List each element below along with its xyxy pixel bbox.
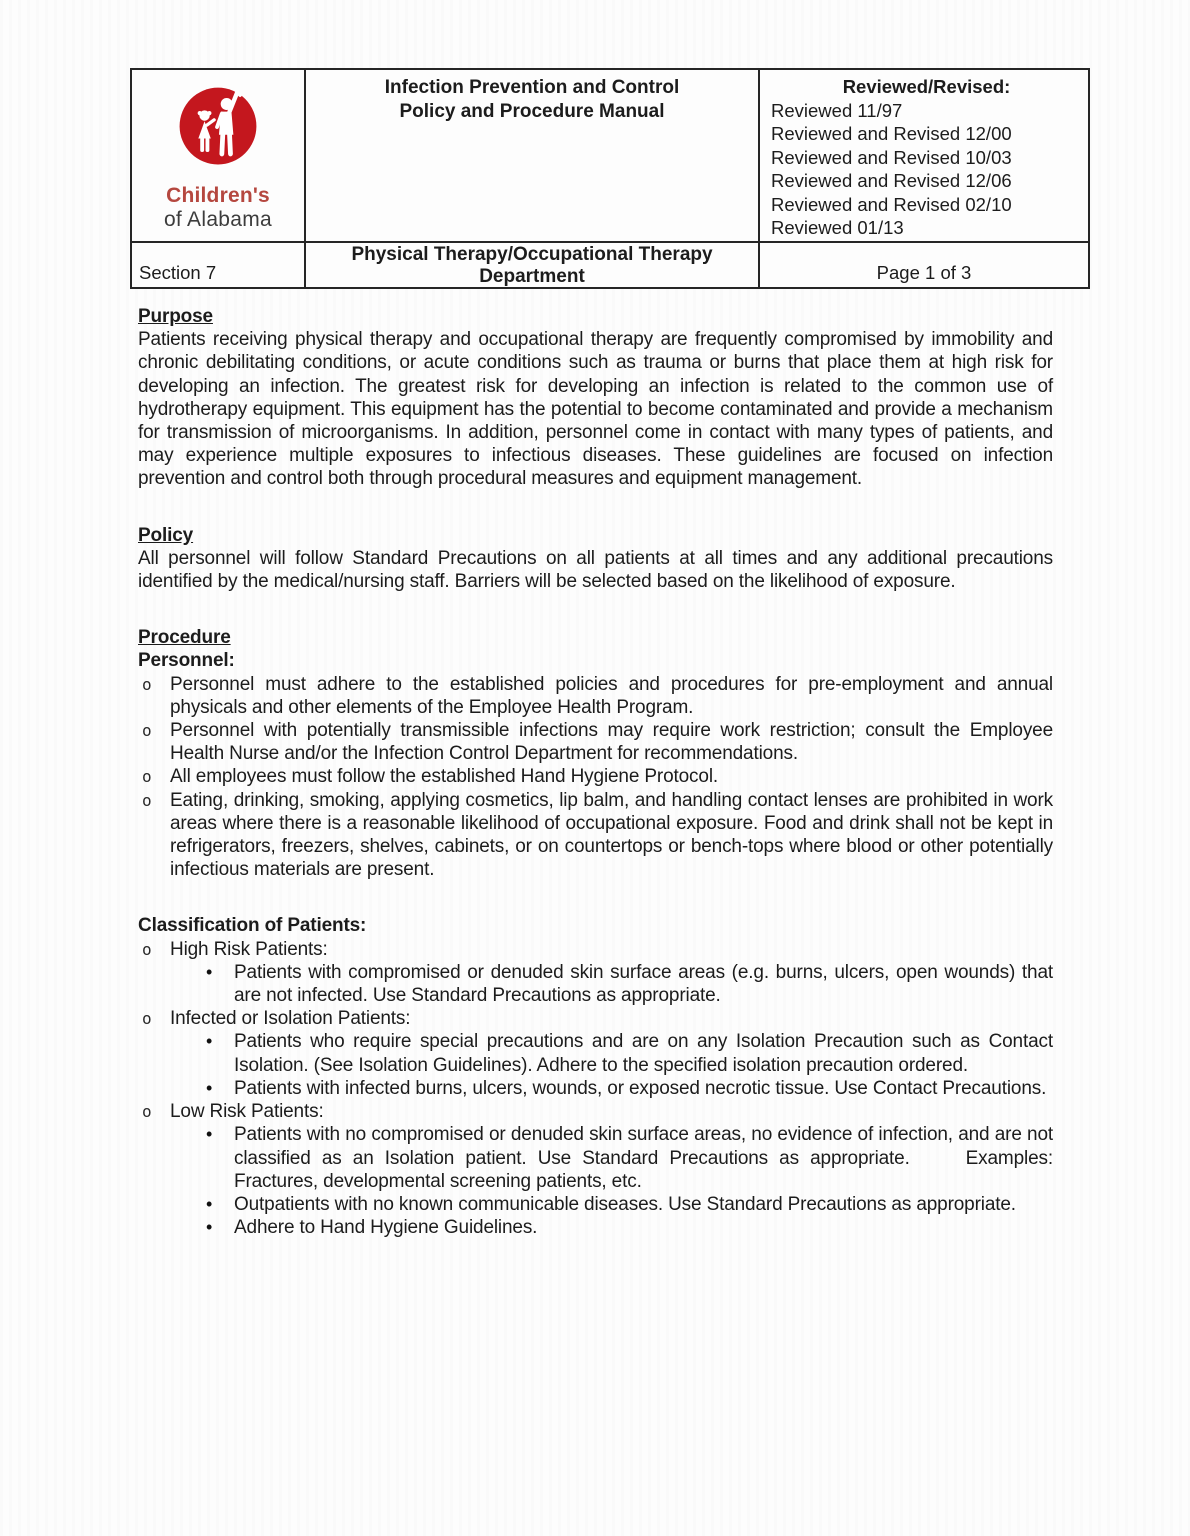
procedure-list-item bbox=[138, 789, 1053, 882]
revision-entry: Reviewed 01/13 bbox=[771, 217, 904, 238]
revision-entry: Reviewed 11/97 bbox=[771, 99, 903, 121]
policy-paragraph: All personnel will follow Standard Precautions on all patients at all times and any additional precautions identified by the medical/nursing staff. Barriers will be selected based on the likelihood of exposure. bbox=[138, 547, 1053, 593]
classification-list-item bbox=[138, 1216, 1053, 1239]
list-item-text: Patients with infected burns, ulcers, wounds, or exposed necrotic tissue. Use Contact Precautions. bbox=[234, 1077, 1047, 1099]
classification-list-item bbox=[138, 961, 1053, 1007]
disc-bullet-marker: • bbox=[206, 1077, 213, 1098]
procedure-list-item bbox=[138, 765, 1053, 788]
classification-list-item bbox=[138, 1123, 1053, 1193]
classification-group-label bbox=[138, 938, 1053, 961]
purpose-heading: Purpose bbox=[138, 306, 213, 327]
procedure-heading: Procedure bbox=[138, 627, 231, 649]
disc-bullet-marker: • bbox=[206, 1031, 213, 1052]
list-item-text: Personnel with potentially transmissible infections may require work restriction; consult the Employee Health Nurse and/or the Infection Control Department for recommendations. bbox=[170, 720, 1053, 765]
procedure-list-item bbox=[138, 719, 1053, 765]
circle-bullet-marker: o bbox=[142, 767, 152, 787]
group-label-text: Low Risk Patients: bbox=[170, 1101, 324, 1123]
classification-list-item bbox=[138, 1030, 1053, 1076]
classification-heading: Classification of Patients: bbox=[138, 915, 367, 937]
classification-list-item bbox=[138, 1193, 1053, 1216]
revision-entry: Reviewed and Revised 12/06 bbox=[771, 170, 1012, 191]
group-label-text: Infected or Isolation Patients: bbox=[170, 1008, 411, 1030]
circle-bullet-marker: o bbox=[142, 939, 152, 959]
list-item-text: Patients with no compromised or denuded skin surface areas, no evidence of infection, and are not classified as an Isolation patient. Use Standard Precautions as appropriate. Examples: Fractures, developmental screening patients, etc. bbox=[234, 1124, 1053, 1192]
revision-entry: Reviewed and Revised 02/10 bbox=[771, 193, 1012, 215]
circle-bullet-marker: o bbox=[142, 721, 152, 741]
page-number bbox=[758, 241, 1088, 287]
procedure-list-item bbox=[138, 673, 1053, 719]
department-title-line1: Physical Therapy/Occupational Therapy bbox=[351, 244, 713, 265]
list-item-text: Patients with compromised or denuded skin surface areas (e.g. burns, ulcers, open wounds) that are not infected. Use Standard Precautions as appropriate. bbox=[234, 961, 1053, 1007]
list-item-text: Outpatients with no known communicable diseases. Use Standard Precautions as appropriate. bbox=[234, 1193, 1016, 1215]
personnel-subheading: Personnel: bbox=[138, 650, 235, 672]
brand-subname: of Alabama bbox=[163, 208, 273, 231]
manual-title bbox=[304, 70, 758, 241]
purpose-paragraph: Patients receiving physical therapy and occupational therapy are frequently compromised by immobility and chronic debilitating conditions, or acute conditions such as trauma or burns that place them at high risk for developing an infection. The greatest risk for developing an infection is related to the common use of hydrotherapy equipment. This equipment has the potential to become contaminated and provide a mechanism for transmission of microorganisms. In addition, personnel come in contact with many types of patients, and may experience multiple exposures to infectious diseases. These guidelines are focused on infection prevention and control both through procedural measures and equipment management. bbox=[138, 329, 1053, 490]
disc-bullet-marker: • bbox=[206, 1217, 213, 1238]
brand-name: Children's bbox=[166, 184, 270, 207]
group-label-text: High Risk Patients: bbox=[170, 938, 328, 960]
revision-entry: Reviewed and Revised 10/03 bbox=[771, 146, 1012, 168]
policy-heading: Policy bbox=[138, 524, 194, 546]
children-silhouettes-icon bbox=[170, 80, 266, 176]
disc-bullet-marker: • bbox=[206, 1193, 213, 1214]
section-label bbox=[132, 241, 304, 287]
department-title bbox=[304, 241, 758, 287]
revision-entry: Reviewed and Revised 12/00 bbox=[771, 123, 1012, 144]
classification-list-item bbox=[138, 1077, 1053, 1100]
manual-title-line1: Infection Prevention and Control bbox=[384, 77, 680, 98]
page-number-text: Page 1 of 3 bbox=[876, 262, 972, 283]
list-item-text: Adhere to Hand Hygiene Guidelines. bbox=[234, 1217, 538, 1239]
circle-bullet-marker: o bbox=[142, 790, 152, 810]
department-title-line2: Department bbox=[479, 266, 585, 287]
classification-group-label bbox=[138, 1007, 1053, 1030]
revision-history bbox=[758, 70, 1088, 241]
section-label-text: Section 7 bbox=[139, 262, 217, 283]
circle-bullet-marker: o bbox=[142, 674, 152, 694]
classification-group-label bbox=[138, 1100, 1053, 1123]
hospital-logo bbox=[132, 70, 304, 241]
header-table bbox=[130, 68, 1090, 289]
revisions-header: Reviewed/Revised: bbox=[842, 76, 1011, 97]
list-item-text: Personnel must adhere to the established policies and procedures for pre-employment and annual physicals and other elements of the Employee Health Program. bbox=[170, 673, 1053, 718]
circle-bullet-marker: o bbox=[142, 1009, 152, 1029]
list-item-text: All employees must follow the established Hand Hygiene Protocol. bbox=[170, 766, 719, 788]
document-body bbox=[138, 305, 1053, 1239]
list-item-text: Patients who require special precautions and are on any Isolation Precaution such as Contact Isolation. (See Isolation Guidelines). Adhere to the specified isolation precaution ordered. bbox=[234, 1031, 1053, 1076]
circle-bullet-marker: o bbox=[142, 1102, 152, 1122]
list-item-text: Eating, drinking, smoking, applying cosmetics, lip balm, and handling contact lenses are prohibited in work areas where there is a reasonable likelihood of occupational exposure. Food and drink shall not be kept in refrigerators, freezers, shelves, cabinets, or on countertops or bench-tops where blood or other potentially infectious materials are present. bbox=[170, 789, 1053, 881]
manual-title-line2: Policy and Procedure Manual bbox=[399, 101, 665, 122]
disc-bullet-marker: • bbox=[206, 961, 213, 982]
disc-bullet-marker: • bbox=[206, 1124, 213, 1145]
